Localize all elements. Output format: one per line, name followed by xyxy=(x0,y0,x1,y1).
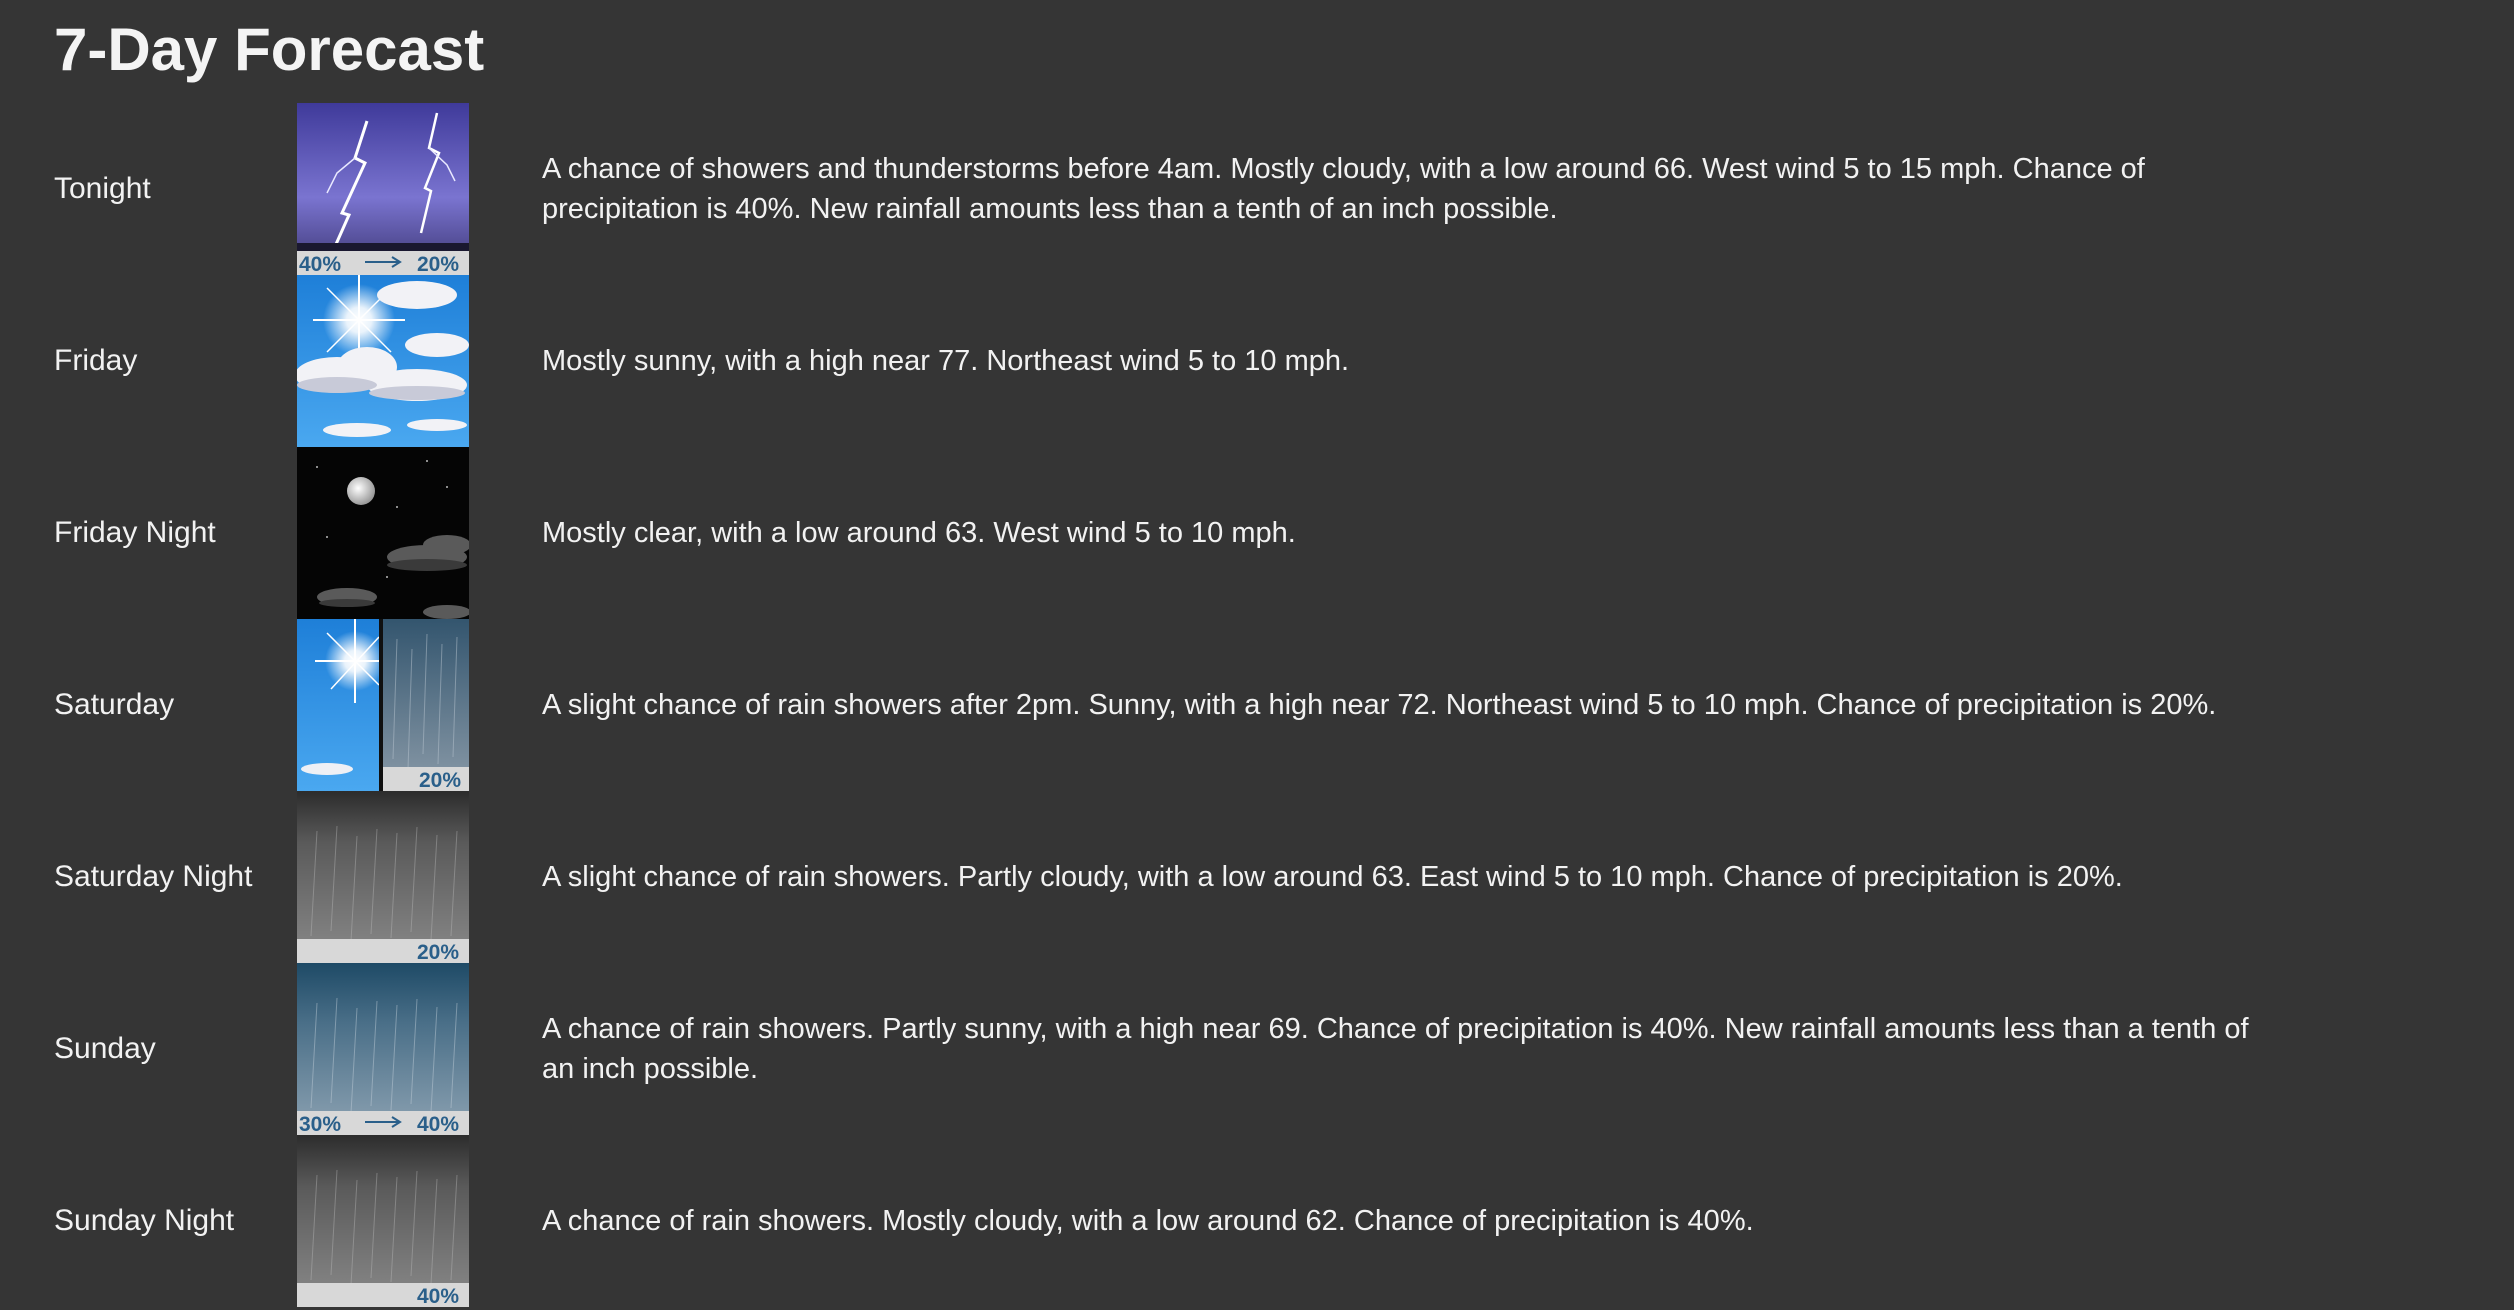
forecast-description xyxy=(542,447,2282,619)
forecast-row-tonight xyxy=(0,103,2514,275)
period-name: Sunday Night xyxy=(54,1204,235,1237)
description-text: A chance of rain showers. Mostly cloudy, with a low around 62. Chance of precipitation is 40%. xyxy=(542,1205,1754,1237)
forecast-description xyxy=(542,791,2282,963)
page-title: 7-Day Forecast xyxy=(54,16,485,83)
rain-showers-night-icon xyxy=(297,791,469,963)
period-name: Friday Night xyxy=(54,516,216,549)
description-text: A chance of rain showers. Partly sunny, with a high near 69. Chance of precipitation is 40%. New rainfall amounts less than a tenth of an inch possible. xyxy=(542,1013,2249,1085)
period-name: Saturday xyxy=(54,688,175,721)
forecast-row-saturday-night xyxy=(0,791,2514,963)
pop-to-label: 20% xyxy=(417,253,460,275)
description-text: A chance of showers and thunderstorms before 4am. Mostly cloudy, with a low around 66. West wind 5 to 15 mph. Chance of precipitation is 40%. New rainfall amounts less than a tenth of an inch possible. xyxy=(542,153,2145,225)
description-text: Mostly sunny, with a high near 77. Northeast wind 5 to 10 mph. xyxy=(542,345,1350,377)
description-text: Mostly clear, with a low around 63. West wind 5 to 10 mph. xyxy=(542,517,1296,549)
mostly-sunny-icon xyxy=(297,275,469,447)
period-name: Friday xyxy=(54,344,138,377)
description-text: A slight chance of rain showers. Partly cloudy, with a low around 63. East wind 5 to 10 mph. Chance of precipitation is 20%. xyxy=(542,861,2123,893)
period-name: Sunday xyxy=(54,1032,156,1065)
rain-showers-night-icon xyxy=(297,1135,469,1307)
forecast-description xyxy=(542,275,2282,447)
description-text: A slight chance of rain showers after 2pm. Sunny, with a high near 72. Northeast wind 5 to 10 mph. Chance of precipitation is 20%. xyxy=(542,689,2217,721)
pop-to-label: 40% xyxy=(417,1113,460,1135)
forecast-row-sunday xyxy=(0,963,2514,1135)
forecast-description xyxy=(542,963,2282,1135)
rain-showers-day-icon xyxy=(297,963,469,1135)
period-name: Tonight xyxy=(54,172,151,205)
forecast-row-friday xyxy=(0,275,2514,447)
forecast-description xyxy=(542,619,2282,791)
forecast-row-sunday-night xyxy=(0,1135,2514,1307)
period-name: Saturday Night xyxy=(54,860,253,893)
pop-label: 20% xyxy=(419,769,462,791)
pop-label: 40% xyxy=(417,1285,460,1307)
sunny-then-rain-icon xyxy=(297,619,469,791)
forecast-list xyxy=(0,103,2514,1307)
forecast-row-saturday xyxy=(0,619,2514,791)
mostly-clear-night-icon xyxy=(297,447,469,619)
pop-label: 20% xyxy=(417,941,460,963)
forecast-row-friday-night xyxy=(0,447,2514,619)
thunderstorm-icon xyxy=(297,103,469,275)
forecast-description xyxy=(542,103,2282,275)
forecast-description xyxy=(542,1135,2282,1307)
pop-from-label: 40% xyxy=(299,253,342,275)
pop-from-label: 30% xyxy=(299,1113,342,1135)
